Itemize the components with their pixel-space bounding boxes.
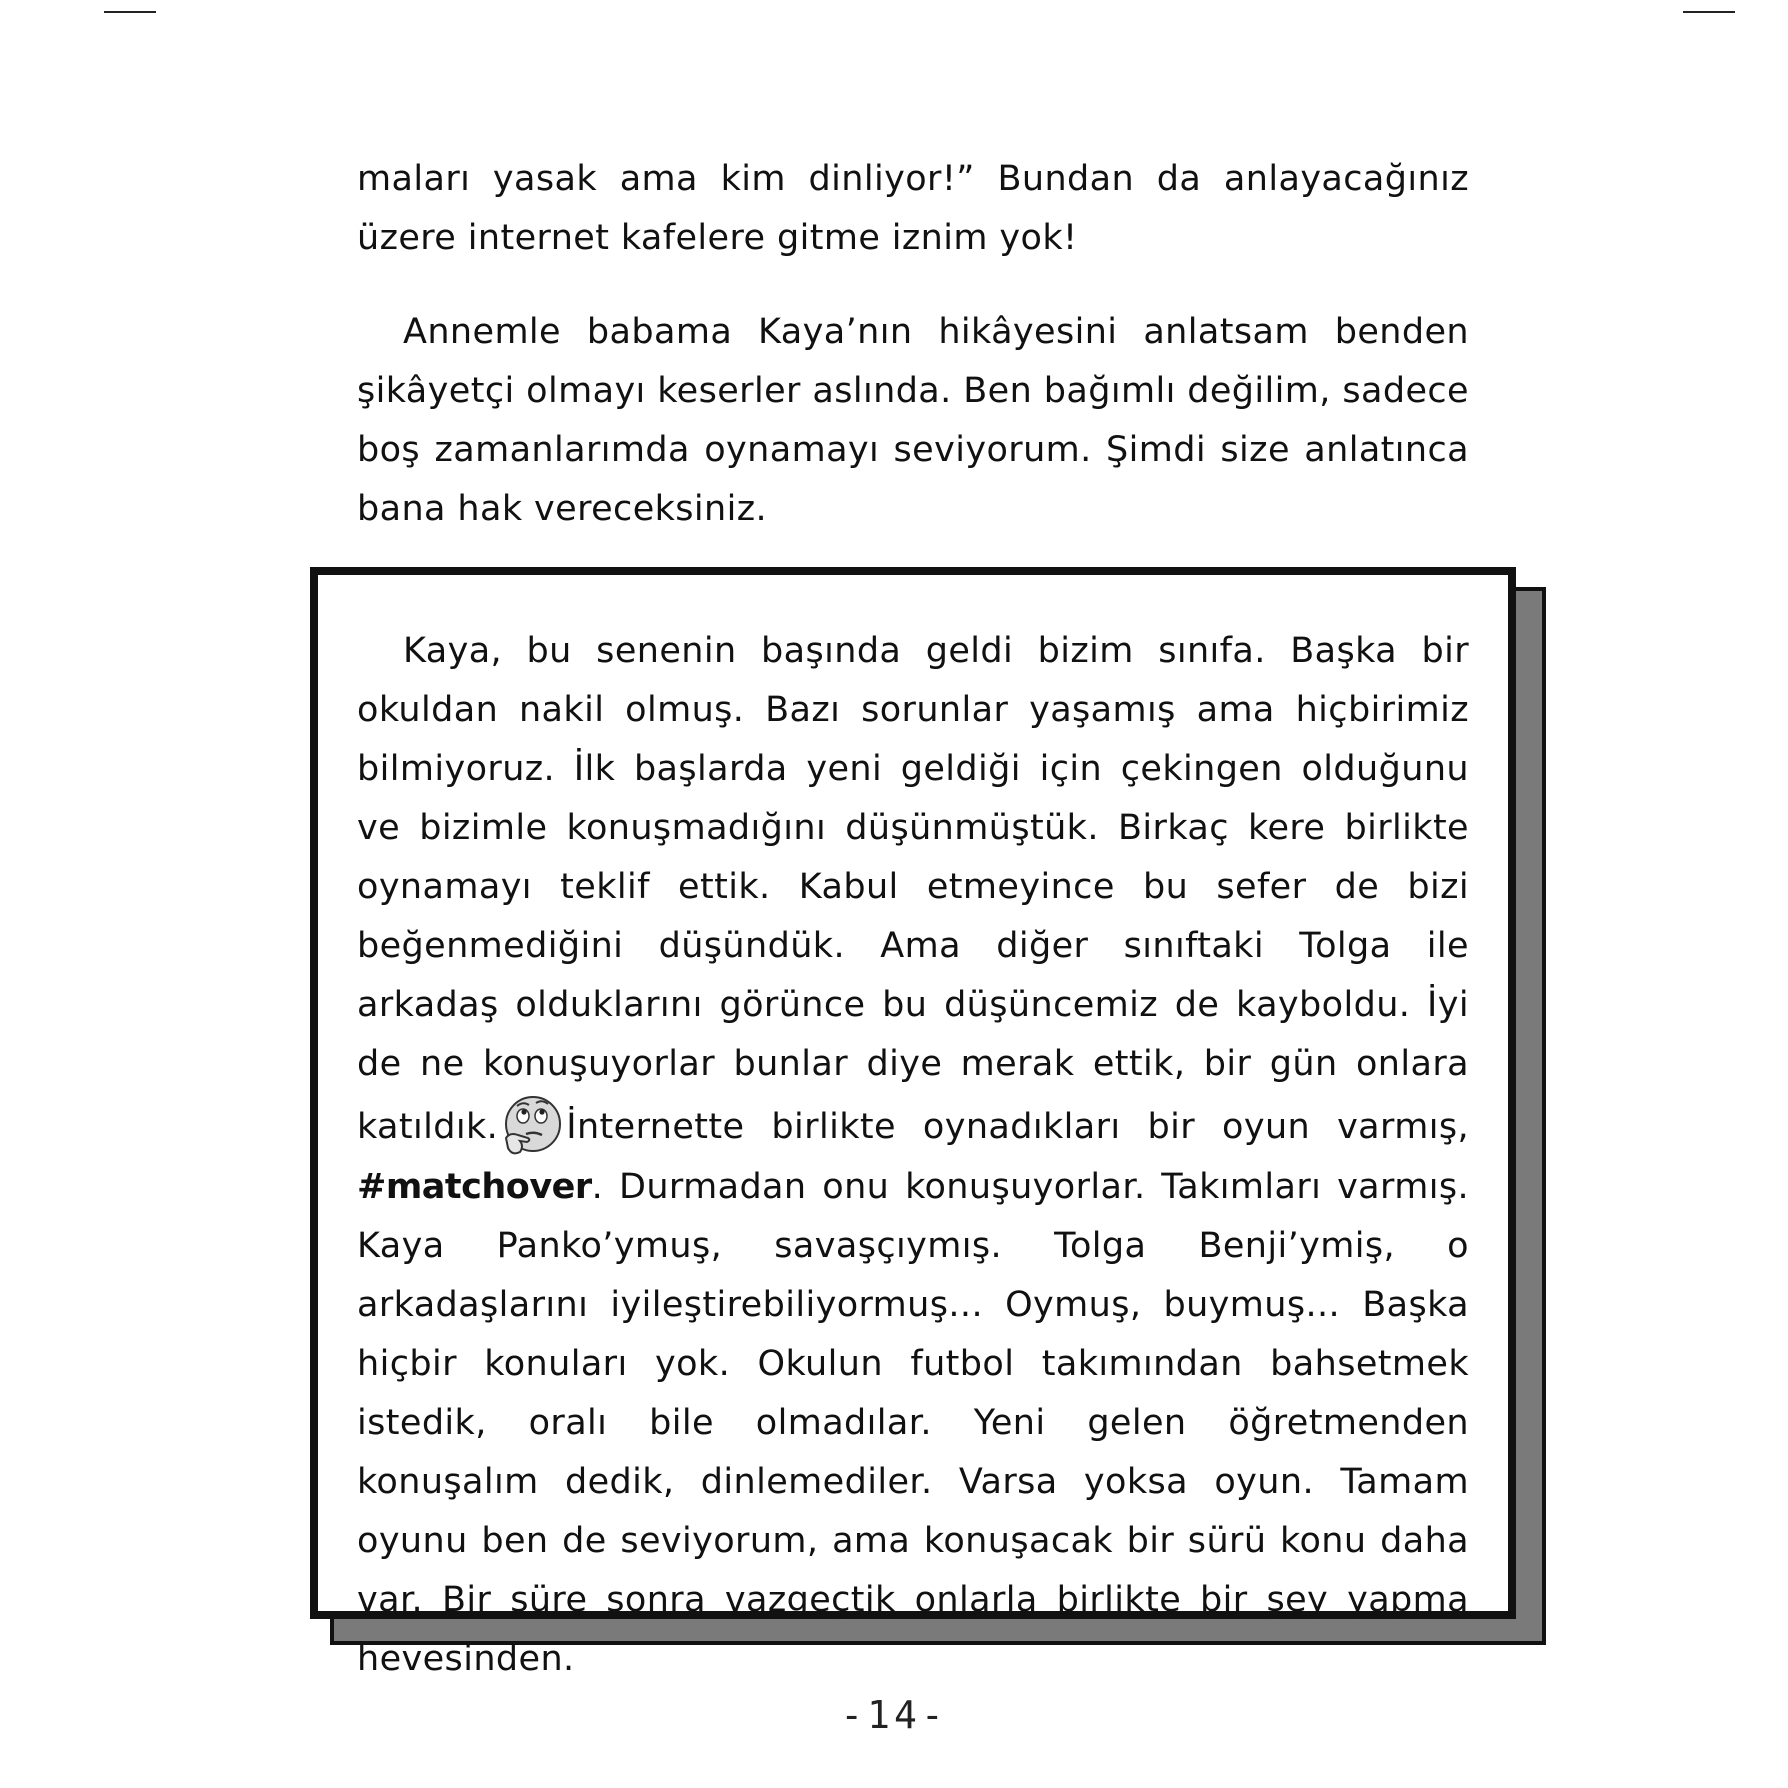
crop-mark-left	[104, 11, 156, 13]
story-text-part-1: Kaya, bu senenin başında geldi bizim sınıfa. Başka bir okuldan nakil olmuş. Bazı sorunlar yaşamış ama hiçbirimiz bilmiyoruz. İlk başlarda yeni geldiği için çekingen olduğunu ve bizimle konuşmadığını düşünmüştük. Birkaç kere birlikte oynamayı teklif ettik. Kabul etmeyince bu sefer de bizi beğenmediğini düşündük. Ama diğer sınıftaki Tolga ile arkadaş olduklarını görünce bu düşüncemiz de kayboldu. İyi de ne konuşuyorlar bunlar diye merak ettik, bir gün onlara katıldık.	[357, 631, 1469, 1147]
story-box-text	[357, 622, 1469, 1689]
paragraph-1: maları yasak ama kim dinliyor!” Bundan da anlayacağınız üzere internet kafelere gitme iznim yok!	[357, 159, 1469, 258]
page-number: -14-	[840, 1693, 948, 1737]
crop-mark-right	[1683, 11, 1735, 13]
paragraph-2: Annemle babama Kaya’nın hikâyesini anlatsam benden şikâyetçi olmayı keserler aslında. Ben bağımlı değilim, sadece boş zamanlarımda oynamayı seviyorum. Şimdi size anlatınca bana hak vereceksiniz.	[357, 312, 1469, 529]
thinking-face-icon	[500, 1094, 564, 1158]
story-text-part-3: . Durmadan onu konuşuyorlar. Takımları varmış. Kaya Panko’ymuş, savaşçıymış. Tolga Benji’ymiş, o arkadaşlarını iyileştirebiliyormuş... Oymuş, buymuş... Başka hiçbir konuları yok. Okulun futbol takımından bahsetmek istedik, oralı bile olmadılar. Yeni gelen öğretmenden konuşalım dedik, dinlemediler. Varsa yoksa oyun. Tamam oyunu ben de seviyorum, ama konuşacak bir sürü konu daha var. Bir süre sonra vazgeçtik onlarla birlikte bir şey yapma hevesinden.	[357, 1167, 1469, 1679]
game-hashtag: #matchover	[357, 1167, 592, 1207]
story-text-part-2: İnternette birlikte oynadıkları bir oyun varmış,	[566, 1107, 1469, 1147]
